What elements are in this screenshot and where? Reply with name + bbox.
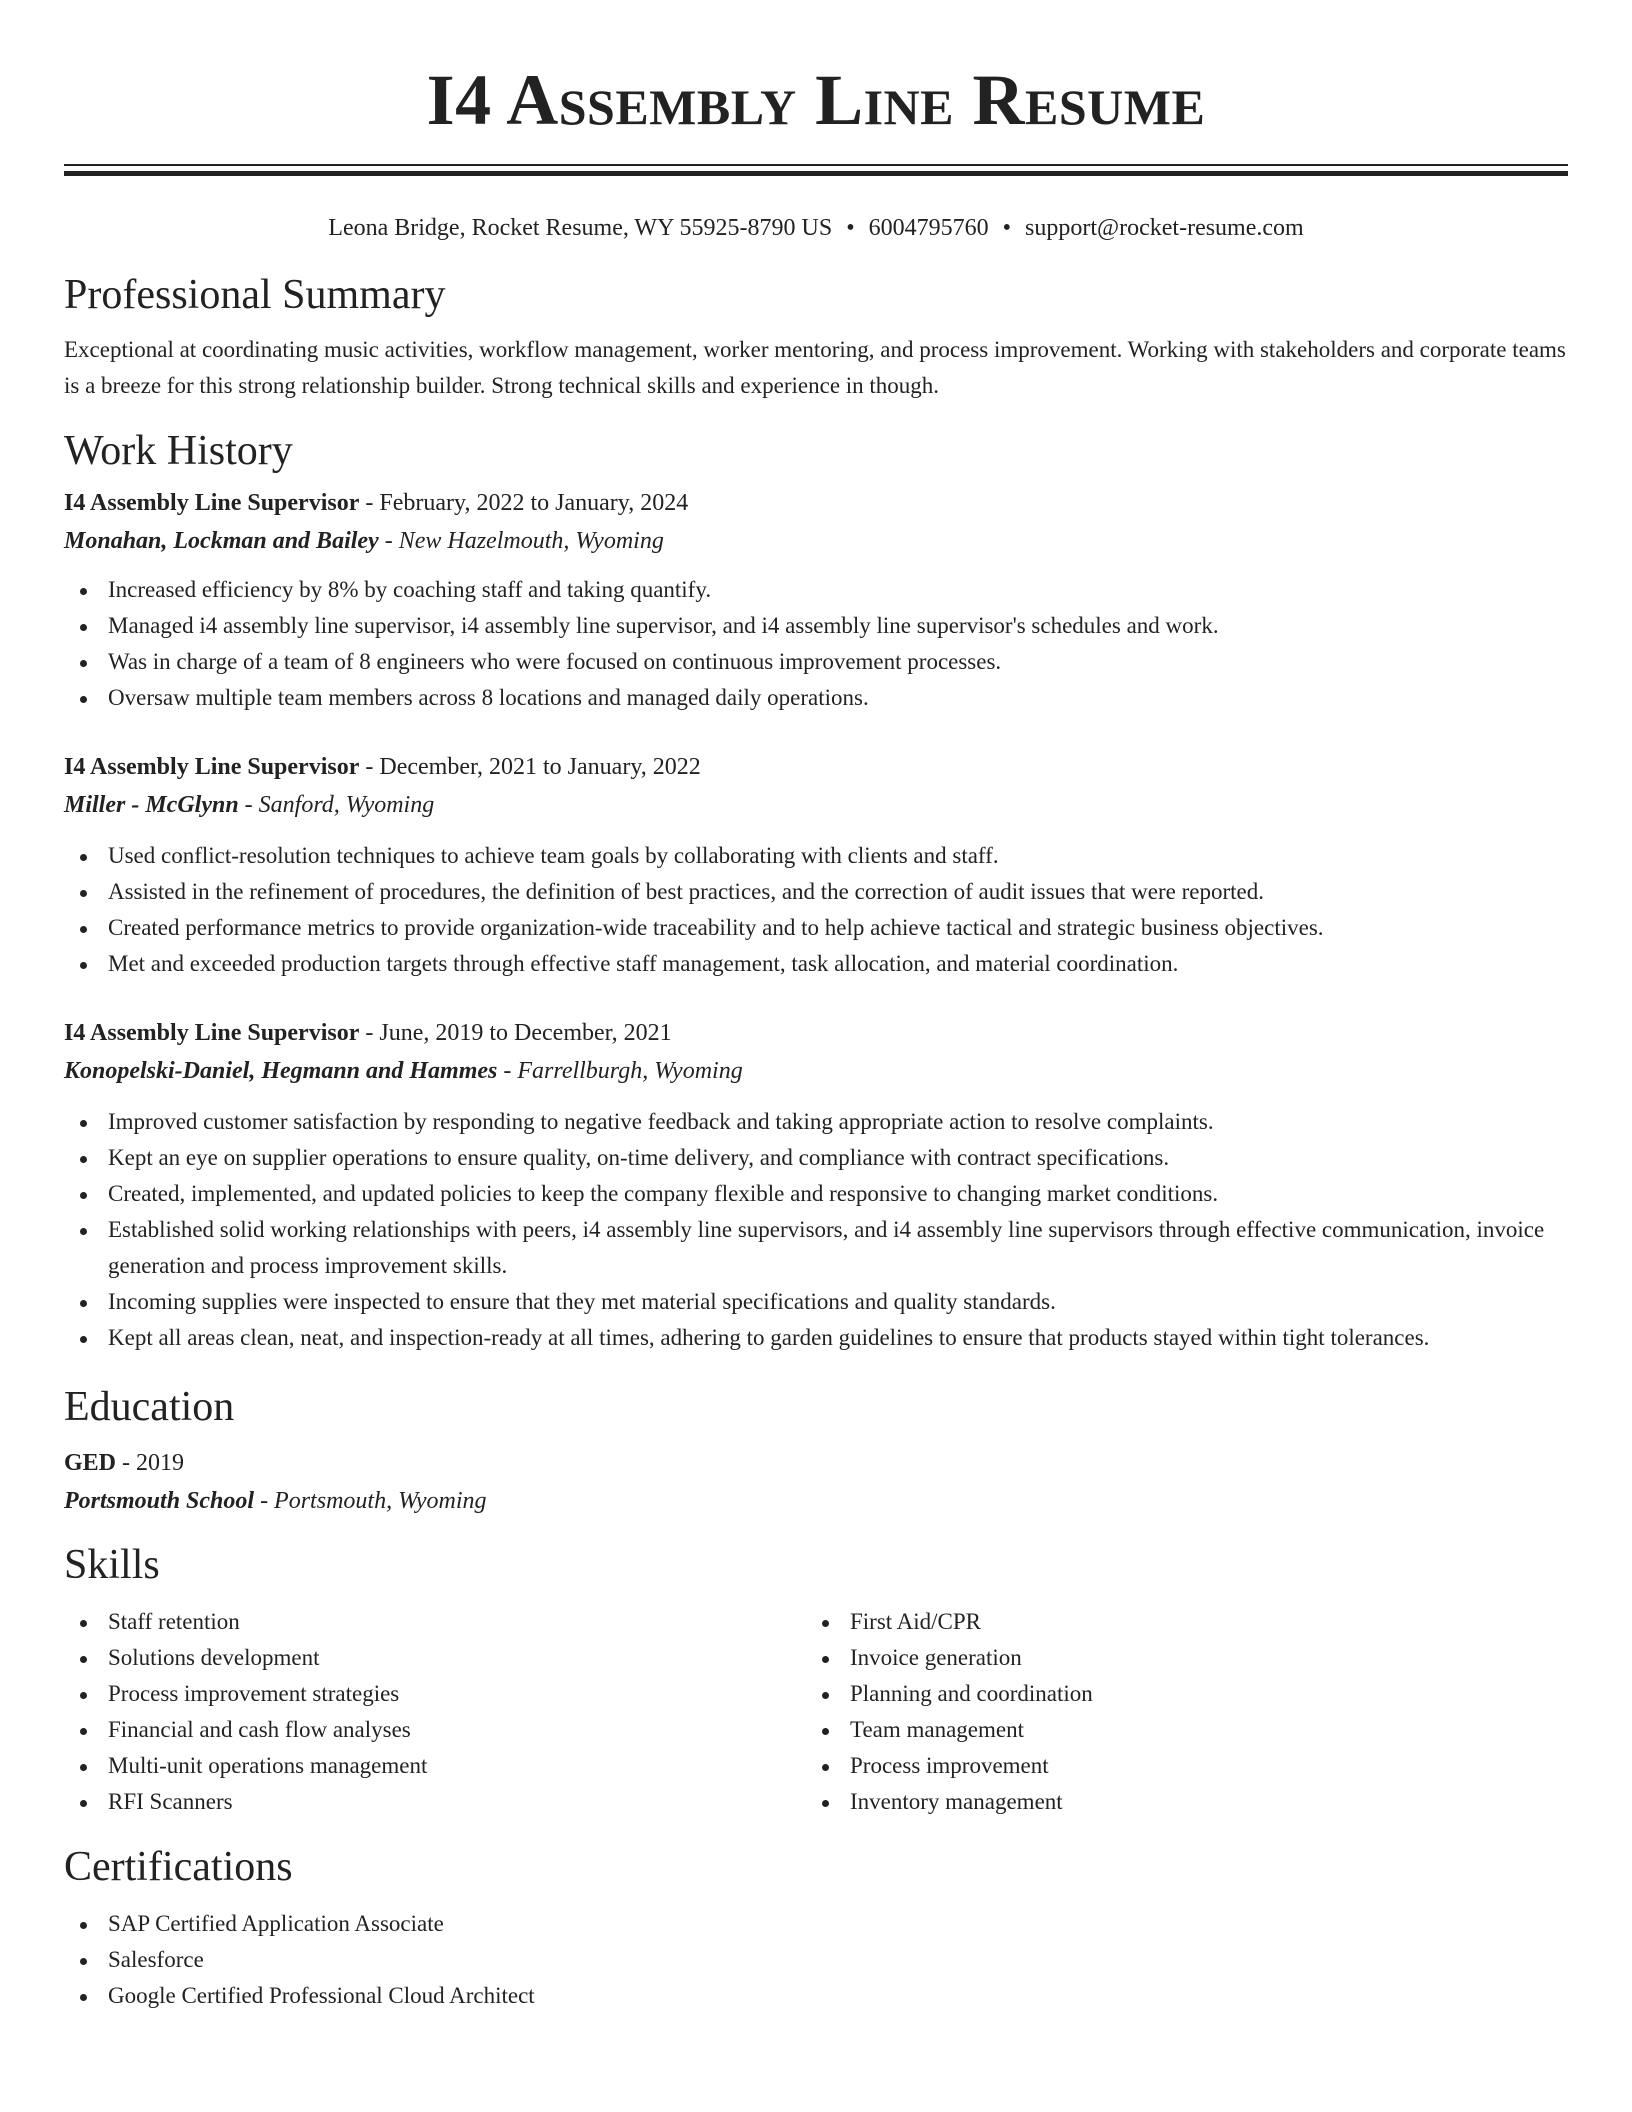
- list-item: Kept an eye on supplier operations to ensure quality, on-time delivery, and compliance with contract specifications.: [64, 1140, 1568, 1176]
- contact-separator: •: [846, 215, 855, 241]
- certifications-heading: Certifications: [64, 1844, 293, 1890]
- contact-address: Leona Bridge, Rocket Resume, WY 55925-8790 US: [328, 215, 833, 241]
- job-title: I4 Assembly Line Supervisor: [64, 1020, 360, 1046]
- education-header: [64, 1444, 1568, 1482]
- list-item: Kept all areas clean, neat, and inspection-ready at all times, adhering to garden guidelines to ensure that products stayed within tight tolerances.: [64, 1320, 1568, 1356]
- list-item: Process improvement: [806, 1748, 1548, 1784]
- contact-separator: •: [1002, 215, 1012, 241]
- job-employer: [64, 786, 1568, 824]
- job-employer: [64, 1052, 1568, 1090]
- list-item: Team management: [806, 1712, 1548, 1748]
- list-item: Met and exceeded production targets through effective staff management, task allocation, and material coordination.: [64, 946, 1568, 982]
- job-title: I4 Assembly Line Supervisor: [64, 754, 360, 780]
- job-employer: [64, 522, 1568, 560]
- job-location: - Farrellburgh, Wyoming: [497, 1058, 743, 1084]
- list-item: Salesforce: [64, 1942, 1568, 1978]
- skills-list-right: [806, 1604, 1548, 1820]
- list-item: Created, implemented, and updated policies to keep the company flexible and responsive to changing market conditions.: [64, 1176, 1568, 1212]
- resume-page: [64, 0, 1568, 2014]
- job-entry: [64, 1014, 1568, 1356]
- job-company: Konopelski-Daniel, Hegmann and Hammes: [64, 1058, 498, 1084]
- list-item: Invoice generation: [806, 1640, 1548, 1676]
- list-item: Oversaw multiple team members across 8 locations and managed daily operations.: [64, 680, 1568, 716]
- job-dates: - December, 2021 to January, 2022: [359, 754, 701, 780]
- list-item: Established solid working relationships with peers, i4 assembly line supervisors, and i4 assembly line supervisors through effective communication, invoice generation and process improvement skills.: [64, 1212, 1568, 1284]
- list-item: Financial and cash flow analyses: [64, 1712, 806, 1748]
- job-location: - Sanford, Wyoming: [238, 792, 435, 818]
- list-item: Inventory management: [806, 1784, 1548, 1820]
- education-entry: [64, 1444, 1568, 1520]
- list-item: RFI Scanners: [64, 1784, 806, 1820]
- list-item: Improved customer satisfaction by responding to negative feedback and taking appropriate action to resolve complaints.: [64, 1104, 1568, 1140]
- job-duties-list: [64, 1104, 1568, 1356]
- job-company: Monahan, Lockman and Bailey: [64, 528, 379, 554]
- list-item: Staff retention: [64, 1604, 806, 1640]
- list-item: First Aid/CPR: [806, 1604, 1548, 1640]
- job-duties-list: [64, 838, 1568, 982]
- job-company: Miller - McGlynn: [64, 792, 239, 818]
- summary-text: Exceptional at coordinating music activities, workflow management, worker mentoring, and process improvement. Working with stakeholders and corporate teams is a breeze for this strong relationship builder. Strong technical skills and experience in though.: [64, 337, 1566, 398]
- skills-columns: [64, 1604, 1568, 1820]
- list-item: Multi-unit operations management: [64, 1748, 806, 1784]
- list-item: Incoming supplies were inspected to ensure that they met material specifications and quality standards.: [64, 1284, 1568, 1320]
- job-header: [64, 484, 1568, 522]
- summary-heading: Professional Summary: [64, 272, 446, 318]
- job-title: I4 Assembly Line Supervisor: [64, 490, 360, 516]
- skills-list-left: [64, 1604, 806, 1820]
- job-header: [64, 1014, 1568, 1052]
- list-item: Planning and coordination: [806, 1676, 1548, 1712]
- education-degree: GED: [64, 1450, 117, 1476]
- contact-line: [64, 212, 1568, 244]
- list-item: Used conflict-resolution techniques to achieve team goals by collaborating with clients and staff.: [64, 838, 1568, 874]
- education-year: - 2019: [116, 1450, 185, 1476]
- list-item: Process improvement strategies: [64, 1676, 806, 1712]
- job-location: - New Hazelmouth, Wyoming: [378, 528, 664, 554]
- certifications-list: [64, 1906, 1568, 2014]
- list-item: Created performance metrics to provide organization-wide traceability and to help achieve tactical and strategic business objectives.: [64, 910, 1568, 946]
- job-entry: [64, 748, 1568, 982]
- education-school: Portsmouth School: [64, 1488, 255, 1514]
- job-dates: - February, 2022 to January, 2024: [359, 490, 689, 516]
- title-divider-thin: [64, 164, 1568, 166]
- list-item: Increased efficiency by 8% by coaching staff and taking quantify.: [64, 572, 1568, 608]
- list-item: Managed i4 assembly line supervisor, i4 assembly line supervisor, and i4 assembly line supervisor's schedules and work.: [64, 608, 1568, 644]
- list-item: Google Certified Professional Cloud Architect: [64, 1978, 1568, 2014]
- list-item: Was in charge of a team of 8 engineers who were focused on continuous improvement processes.: [64, 644, 1568, 680]
- job-header: [64, 748, 1568, 786]
- job-duties-list: [64, 572, 1568, 716]
- contact-email: support@rocket-resume.com: [1025, 215, 1304, 241]
- education-institution: [64, 1482, 1568, 1520]
- title-divider-thick: [64, 171, 1568, 176]
- education-heading: Education: [64, 1384, 235, 1430]
- contact-phone: 6004795760: [868, 215, 989, 241]
- work-history-heading: Work History: [64, 428, 293, 474]
- list-item: SAP Certified Application Associate: [64, 1906, 1568, 1942]
- resume-title: I4 Assembly Line Resume: [426, 60, 1206, 140]
- job-entry: [64, 484, 1568, 716]
- skills-heading: Skills: [64, 1542, 160, 1588]
- list-item: Assisted in the refinement of procedures, the definition of best practices, and the correction of audit issues that were reported.: [64, 874, 1568, 910]
- education-location: - Portsmouth, Wyoming: [254, 1488, 487, 1514]
- list-item: Solutions development: [64, 1640, 806, 1676]
- job-dates: - June, 2019 to December, 2021: [359, 1020, 672, 1046]
